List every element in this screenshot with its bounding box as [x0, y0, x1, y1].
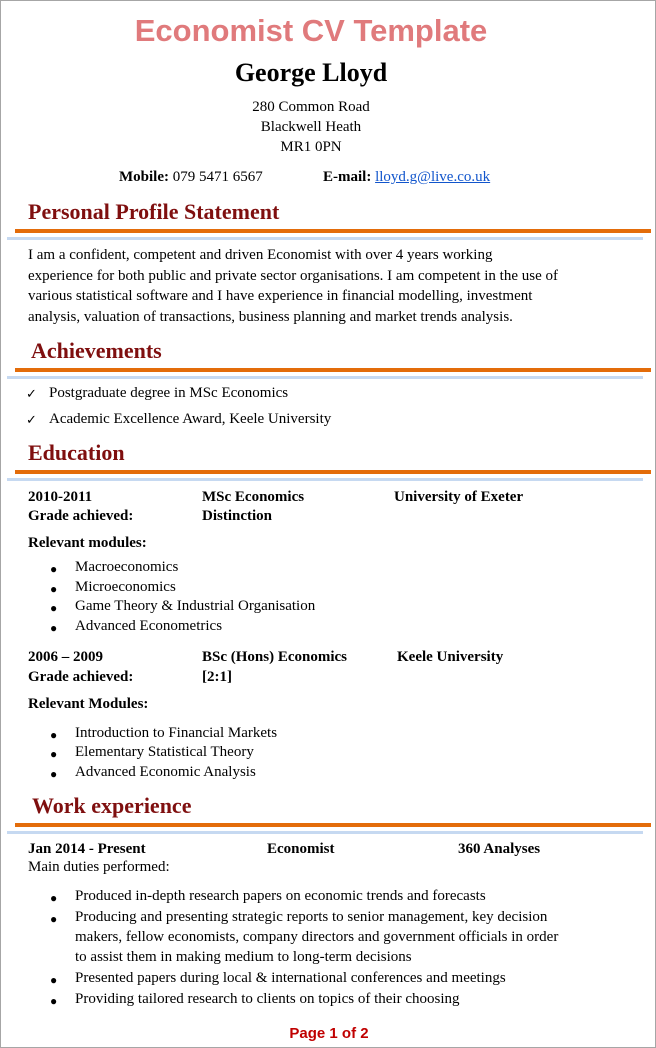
section-heading-profile: Personal Profile Statement [28, 199, 280, 224]
duty-item: Produced in-depth research papers on economic trends and forecasts [75, 888, 486, 904]
modules-label: Relevant modules: [28, 535, 147, 551]
work-role: Economist [267, 841, 335, 857]
duty-item: Providing tailored research to clients on topics of their choosing [75, 991, 460, 1007]
email-contact [323, 169, 490, 186]
duty-item-continued: to assist them in making medium to long-term decisions [75, 949, 412, 965]
email-link[interactable]: lloyd.g@live.co.uk [375, 169, 491, 185]
section-heading-achievements: Achievements [31, 338, 162, 363]
education-degree: MSc Economics [202, 489, 305, 505]
duties-label: Main duties performed: [28, 859, 170, 875]
education-institution: Keele University [397, 649, 504, 665]
section-rule-orange [15, 823, 651, 827]
bullet-icon: ● [50, 562, 58, 576]
address-line-2: Blackwell Heath [260, 119, 362, 135]
section-rule-orange [15, 229, 651, 233]
bullet-icon: ● [50, 621, 58, 635]
page-number: Page 1 of 2 [289, 1025, 369, 1042]
duty-item: Presented papers during local & international conferences and meetings [75, 970, 506, 986]
modules-label: Relevant Modules: [28, 696, 149, 712]
address-line-3: MR1 0PN [280, 139, 342, 155]
achievement-item: Academic Excellence Award, Keele University [49, 411, 332, 427]
mobile-label: Mobile: [119, 169, 169, 185]
document-title: Economist CV Template [134, 13, 488, 48]
section-heading-work: Work experience [32, 793, 192, 818]
bullet-icon: ● [50, 728, 58, 742]
module-item: Advanced Economic Analysis [75, 764, 256, 780]
bullet-icon: ● [50, 994, 58, 1008]
bullet-icon: ● [50, 747, 58, 761]
duty-item: Producing and presenting strategic reports to senior management, key decision [75, 909, 548, 925]
email-label: E-mail: [323, 169, 372, 185]
work-dates: Jan 2014 - Present [28, 841, 146, 857]
duty-item-continued: makers, fellow economists, company directors and government officials in order [75, 929, 559, 945]
section-rule-orange [15, 368, 651, 372]
achievement-item: Postgraduate degree in MSc Economics [49, 385, 289, 401]
work-company: 360 Analyses [458, 841, 541, 857]
section-rule-blue [7, 376, 643, 379]
section-rule-blue [7, 831, 643, 834]
mobile-contact [119, 169, 263, 186]
grade-label: Grade achieved: [28, 669, 134, 685]
module-item: Game Theory & Industrial Organisation [75, 598, 316, 614]
grade-label: Grade achieved: [28, 508, 134, 524]
module-item: Introduction to Financial Markets [75, 725, 278, 741]
mobile-value: 079 5471 6567 [172, 169, 263, 185]
bullet-icon: ● [50, 912, 58, 926]
address-line-1: 280 Common Road [252, 99, 370, 115]
check-icon: ✓ [26, 386, 37, 401]
education-degree: BSc (Hons) Economics [202, 649, 348, 665]
module-item: Elementary Statistical Theory [75, 744, 254, 760]
section-rule-blue [7, 478, 643, 481]
education-institution: University of Exeter [394, 489, 524, 505]
bullet-icon: ● [50, 891, 58, 905]
section-rule-blue [7, 237, 643, 240]
grade-value: [2:1] [202, 669, 232, 685]
education-dates: 2006 – 2009 [28, 649, 103, 665]
section-heading-education: Education [28, 440, 125, 465]
module-item: Microeconomics [75, 579, 176, 595]
candidate-name: George Lloyd [234, 58, 388, 87]
grade-value: Distinction [202, 508, 273, 524]
profile-text: I am a confident, competent and driven Economist with over 4 years working experience for both public and private sector organisations. I am competent in the use of various statistical software and I have experience in financial modelling, investment analysis, valuation of transactions, business planning and market trends analysis. [28, 247, 558, 325]
bullet-icon: ● [50, 767, 58, 781]
section-rule-orange [15, 470, 651, 474]
bullet-icon: ● [50, 973, 58, 987]
bullet-icon: ● [50, 582, 58, 596]
module-item: Advanced Econometrics [75, 618, 223, 634]
check-icon: ✓ [26, 412, 37, 427]
bullet-icon: ● [50, 601, 58, 615]
module-item: Macroeconomics [75, 559, 179, 575]
education-dates: 2010-2011 [28, 489, 93, 505]
